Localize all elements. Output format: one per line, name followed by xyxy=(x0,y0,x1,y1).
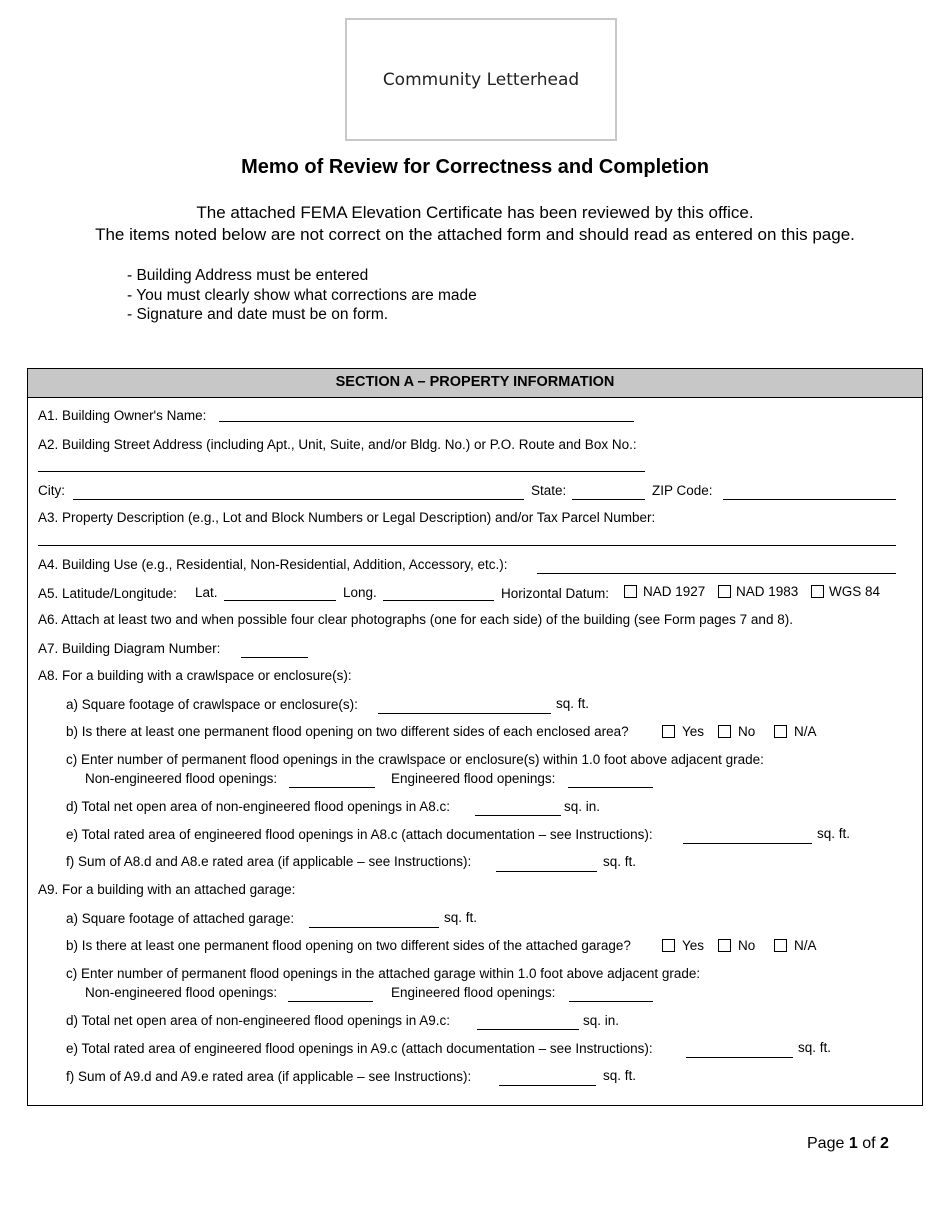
property-description-field[interactable] xyxy=(38,545,896,546)
a2-label: A2. Building Street Address (including Apt., Unit, Suite, and/or Bldg. No.) or P.O. Route and Box No.: xyxy=(38,437,637,452)
a8b-yes-label: Yes xyxy=(682,724,705,739)
wgs84-label: WGS 84 xyxy=(829,584,881,599)
a9b-na-checkbox[interactable] xyxy=(774,939,787,952)
a8f-field[interactable] xyxy=(496,871,597,872)
a8e-label: e) Total rated area of engineered flood openings in A8.c (attach documentation – see Instructions): xyxy=(66,827,653,842)
a8a-unit: sq. ft. xyxy=(556,696,590,711)
owner-name-field[interactable] xyxy=(219,421,634,422)
a7-label: A7. Building Diagram Number: xyxy=(38,641,221,656)
long-label: Long. xyxy=(343,585,377,600)
a9b-no-checkbox[interactable] xyxy=(718,939,731,952)
a9b-na-label: N/A xyxy=(794,938,817,953)
a9f-field[interactable] xyxy=(499,1085,596,1086)
city-label: City: xyxy=(38,483,65,498)
community-letterhead: Community Letterhead xyxy=(345,18,617,141)
intro-line-1: The attached FEMA Elevation Certificate has been reviewed by this office. xyxy=(196,203,754,222)
a5-label: A5. Latitude/Longitude: xyxy=(38,586,177,601)
a9f-label: f) Sum of A9.d and A9.e rated area (if applicable – see Instructions): xyxy=(66,1069,472,1084)
memo-title: Memo of Review for Correctness and Completion xyxy=(241,156,709,178)
a8c-label: c) Enter number of permanent flood openings in the crawlspace or enclosure(s) within 1.0 foot above adjacent grade: xyxy=(66,752,764,767)
section-a-heading: SECTION A – PROPERTY INFORMATION xyxy=(28,369,922,398)
note-2: - You must clearly show what corrections are made xyxy=(127,287,477,304)
a9a-label: a) Square footage of attached garage: xyxy=(66,911,295,926)
a8f-label: f) Sum of A8.d and A8.e rated area (if applicable – see Instructions): xyxy=(66,854,472,869)
a8c-engineered-label: Engineered flood openings: xyxy=(391,771,556,786)
a9c-non-engineered-field[interactable] xyxy=(288,1001,373,1002)
a9c-engineered-field[interactable] xyxy=(569,1001,653,1002)
note-3: - Signature and date must be on form. xyxy=(127,306,389,323)
zip-field[interactable] xyxy=(723,499,896,500)
a9d-label: d) Total net open area of non-engineered flood openings in A9.c: xyxy=(66,1013,451,1028)
a8b-no-checkbox[interactable] xyxy=(718,725,731,738)
a8b-na-label: N/A xyxy=(794,724,817,739)
building-use-field[interactable] xyxy=(537,573,896,574)
section-a-property-information xyxy=(27,368,923,1106)
a3-label: A3. Property Description (e.g., Lot and Block Numbers or Legal Description) and/or Tax Parcel Number: xyxy=(38,510,656,525)
a8b-no-label: No xyxy=(738,724,756,739)
a8c-engineered-field[interactable] xyxy=(568,787,653,788)
a8e-unit: sq. ft. xyxy=(817,826,851,841)
a8a-field[interactable] xyxy=(378,713,551,714)
a8d-field[interactable] xyxy=(475,815,561,816)
wgs84-checkbox[interactable] xyxy=(811,585,824,598)
nad1983-label: NAD 1983 xyxy=(736,584,799,599)
a9b-label: b) Is there at least one permanent flood opening on two different sides of the attached garage? xyxy=(66,938,631,953)
a9b-no-label: No xyxy=(738,938,756,953)
nad1927-checkbox[interactable] xyxy=(624,585,637,598)
a9c-engineered-label: Engineered flood openings: xyxy=(391,985,556,1000)
of-label: of xyxy=(862,1135,876,1152)
latitude-field[interactable] xyxy=(224,600,336,601)
a8a-label: a) Square footage of crawlspace or enclosure(s): xyxy=(66,697,358,712)
page-number: 1 xyxy=(848,1135,858,1152)
a8c-non-engineered-label: Non-engineered flood openings: xyxy=(85,771,278,786)
a4-label: A4. Building Use (e.g., Residential, Non-Residential, Addition, Accessory, etc.): xyxy=(38,557,508,572)
a6-label: A6. Attach at least two and when possible four clear photographs (one for each side) of the building (see Form pages 7 and 8). xyxy=(38,612,793,627)
a9b-yes-label: Yes xyxy=(682,938,705,953)
a8d-unit: sq. in. xyxy=(564,799,601,814)
a9a-field[interactable] xyxy=(309,927,439,928)
a9d-unit: sq. in. xyxy=(583,1013,620,1028)
a8-label: A8. For a building with a crawlspace or enclosure(s): xyxy=(38,668,352,683)
a1-label: A1. Building Owner's Name: xyxy=(38,408,207,423)
a8e-field[interactable] xyxy=(683,843,812,844)
intro-line-2: The items noted below are not correct on the attached form and should read as entered on this page. xyxy=(95,225,855,244)
state-field[interactable] xyxy=(572,499,645,500)
a8b-na-checkbox[interactable] xyxy=(774,725,787,738)
zip-label: ZIP Code: xyxy=(652,483,713,498)
a8f-unit: sq. ft. xyxy=(603,854,637,869)
city-field[interactable] xyxy=(73,499,524,500)
a8c-non-engineered-field[interactable] xyxy=(289,787,375,788)
a9a-unit: sq. ft. xyxy=(444,910,478,925)
nad1983-checkbox[interactable] xyxy=(718,585,731,598)
a9e-field[interactable] xyxy=(686,1057,793,1058)
a9c-non-engineered-label: Non-engineered flood openings: xyxy=(85,985,278,1000)
street-address-field[interactable] xyxy=(38,471,645,472)
longitude-field[interactable] xyxy=(383,600,494,601)
lat-label: Lat. xyxy=(195,585,218,600)
a9f-unit: sq. ft. xyxy=(603,1068,637,1083)
page-label: Page xyxy=(807,1135,845,1152)
note-1: - Building Address must be entered xyxy=(127,267,369,284)
a9c-label: c) Enter number of permanent flood openings in the attached garage within 1.0 foot above adjacent grade: xyxy=(66,966,701,981)
a9b-yes-checkbox[interactable] xyxy=(662,939,675,952)
page-total: 2 xyxy=(879,1135,889,1152)
a9-label: A9. For a building with an attached garage: xyxy=(38,882,296,897)
nad1927-label: NAD 1927 xyxy=(643,584,706,599)
page-footer xyxy=(807,1135,889,1153)
a8b-label: b) Is there at least one permanent flood opening on two different sides of each enclosed area? xyxy=(66,724,629,739)
a8d-label: d) Total net open area of non-engineered flood openings in A8.c: xyxy=(66,799,451,814)
a9d-field[interactable] xyxy=(477,1029,579,1030)
a9e-unit: sq. ft. xyxy=(798,1040,832,1055)
building-diagram-number-field[interactable] xyxy=(241,657,308,658)
a9e-label: e) Total rated area of engineered flood openings in A9.c (attach documentation – see Instructions): xyxy=(66,1041,653,1056)
state-label: State: xyxy=(531,483,567,498)
horizontal-datum-label: Horizontal Datum: xyxy=(501,586,610,601)
a8b-yes-checkbox[interactable] xyxy=(662,725,675,738)
